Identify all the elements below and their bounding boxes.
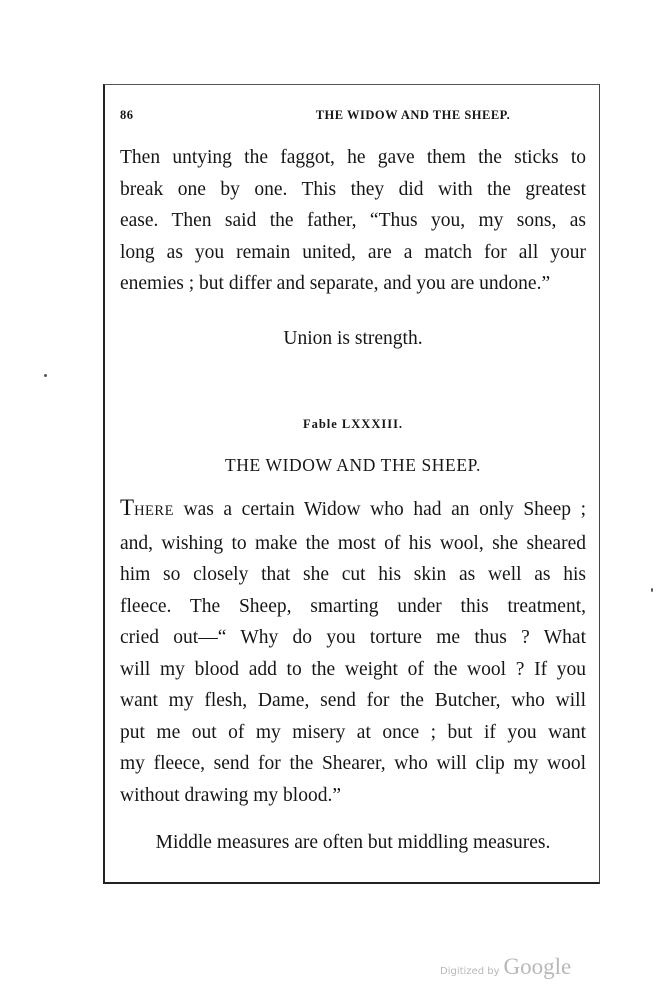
text-line: fleece. The Sheep, smarting under this treatment, bbox=[120, 595, 586, 617]
margin-speck bbox=[651, 588, 653, 592]
text-line: break one by one. This they did with the greatest bbox=[120, 178, 586, 200]
small-caps-word: HERE bbox=[134, 503, 174, 519]
text-line: Then untying the faggot, he gave them the sticks to bbox=[120, 147, 586, 168]
text-line: without drawing my blood.” bbox=[120, 784, 341, 806]
first-text-line bbox=[120, 492, 586, 528]
text-line: will my blood add to the weight of the wool ? If you bbox=[120, 658, 586, 680]
page-number: 86 bbox=[120, 108, 134, 122]
text-line: long as you remain united, are a match for all your bbox=[120, 241, 586, 263]
text-line: him so closely that she cut his skin as well as his bbox=[120, 564, 586, 585]
first-line-rest: was a certain Widow who had an only Sheep ; bbox=[173, 499, 586, 520]
drop-cap: T bbox=[120, 495, 135, 520]
running-head bbox=[120, 108, 586, 130]
margin-speck bbox=[44, 374, 47, 377]
text-line: want my flesh, Dame, send for the Butcher, who will bbox=[120, 690, 586, 711]
text-line: put me out of my misery at once ; but if you want bbox=[120, 721, 586, 743]
fable-text bbox=[120, 492, 586, 811]
previous-fable-moral: Union is strength. bbox=[283, 328, 423, 349]
text-line: ease. Then said the father, “Thus you, my sons, as bbox=[120, 210, 586, 231]
google-logo: Google bbox=[503, 954, 572, 979]
fable-title: THE WIDOW AND THE SHEEP. bbox=[225, 455, 481, 475]
text-line: and, wishing to make the most of his wool, she sheared bbox=[120, 532, 586, 554]
text-line: my fleece, send for the Shearer, who will clip my wool bbox=[120, 753, 586, 774]
fable-number: Fable LXXXIII. bbox=[302, 417, 404, 431]
watermark-prefix: Digitized by bbox=[440, 966, 500, 977]
fable-moral: Middle measures are often but middling measures. bbox=[155, 832, 551, 853]
digitized-watermark bbox=[440, 954, 571, 984]
text-line: cried out—“ Why do you torture me thus ? What bbox=[120, 627, 586, 648]
previous-fable-text bbox=[120, 142, 586, 300]
running-title: THE WIDOW AND THE SHEEP. bbox=[315, 108, 511, 122]
text-line: enemies ; but differ and separate, and you are undone.” bbox=[120, 273, 551, 294]
